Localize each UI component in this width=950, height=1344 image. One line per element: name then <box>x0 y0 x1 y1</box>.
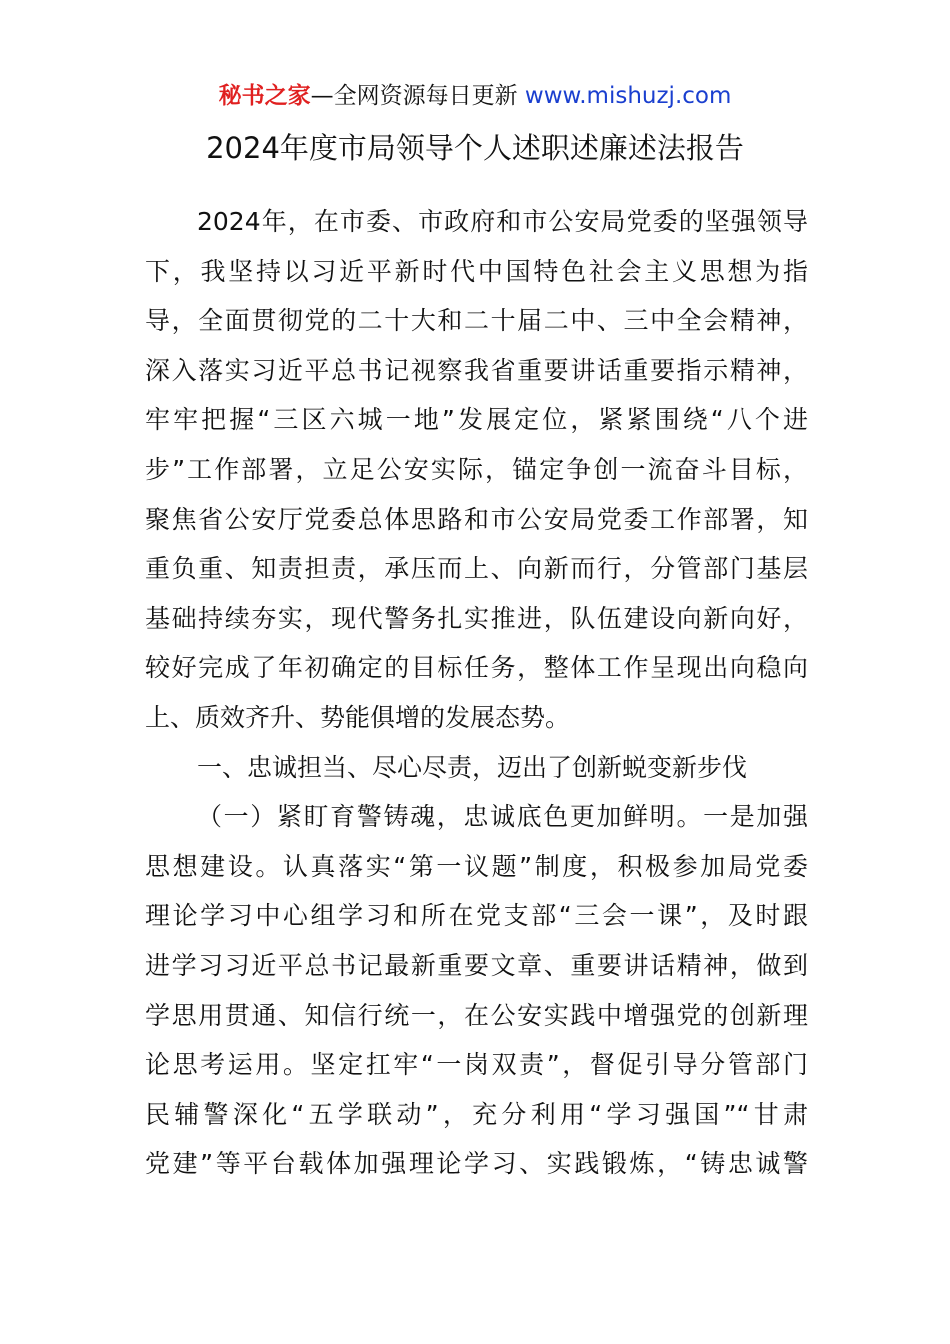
paragraph-line: 民辅警深化“五学联动”，充分利用“学习强国”“甘肃 <box>145 1099 808 1129</box>
paragraph-line: 2024年，在市委、市政府和市公安局党委的坚强领导 <box>197 207 808 236</box>
paragraph-line: 党建”等平台载体加强理论学习、实践锻炼，“铸忠诚警 <box>145 1149 808 1179</box>
paragraph-line: 深入落实习近平总书记视察我省重要讲话重要指示精神， <box>145 355 808 385</box>
paragraph-line: 基础持续夯实，现代警务扎实推进，队伍建设向新向好， <box>145 603 808 633</box>
paragraph-line: （一）紧盯育警铸魂，忠诚底色更加鲜明。一是加强 <box>197 802 808 832</box>
paragraph-line: 下，我坚持以习近平新时代中国特色社会主义思想为指 <box>145 256 808 286</box>
paragraph-line: 上、质效齐升、势能俱增的发展态势。 <box>145 702 571 732</box>
paragraph-line: 较好完成了年初确定的目标任务，整体工作呈现出向稳向 <box>145 653 808 683</box>
paragraph-line: 步”工作部署，立足公安实际，锚定争创一流奋斗目标， <box>145 454 808 484</box>
site-header <box>0 80 950 112</box>
paragraph-line: 牢牢把握“三区六城一地”发展定位，紧紧围绕“八个进 <box>145 405 808 435</box>
paragraph-line: 论思考运用。坚定扛牢“一岗双责”，督促引导分管部门 <box>145 1050 808 1080</box>
site-url-link[interactable]: www.mishuzj.com <box>524 83 732 109</box>
document-body <box>145 197 808 1189</box>
paragraph-line: 重负重、知责担责，承压而上、向新而行，分管部门基层 <box>145 554 808 584</box>
document-title: 2024年度市局领导个人述职述廉述法报告 <box>206 131 744 165</box>
paragraph-line: 理论学习中心组学习和所在党支部“三会一课”，及时跟 <box>145 901 808 931</box>
section-heading: 一、忠诚担当、尽心尽责，迈出了创新蜕变新步伐 <box>197 752 748 782</box>
site-tagline: —全网资源每日更新 <box>310 83 518 109</box>
paragraph-line: 学思用贯通、知信行统一，在公安实践中增强党的创新理 <box>145 1000 808 1030</box>
paragraph-line: 聚焦省公安厅党委总体思路和市公安局党委工作部署，知 <box>145 504 808 534</box>
site-brand: 秘书之家 <box>218 83 311 109</box>
paragraph-line: 进学习习近平总书记最新重要文章、重要讲话精神，做到 <box>145 950 808 980</box>
paragraph-line: 思想建设。认真落实“第一议题”制度，积极参加局党委 <box>145 851 808 881</box>
paragraph-line: 导，全面贯彻党的二十大和二十届二中、三中全会精神， <box>145 306 808 336</box>
